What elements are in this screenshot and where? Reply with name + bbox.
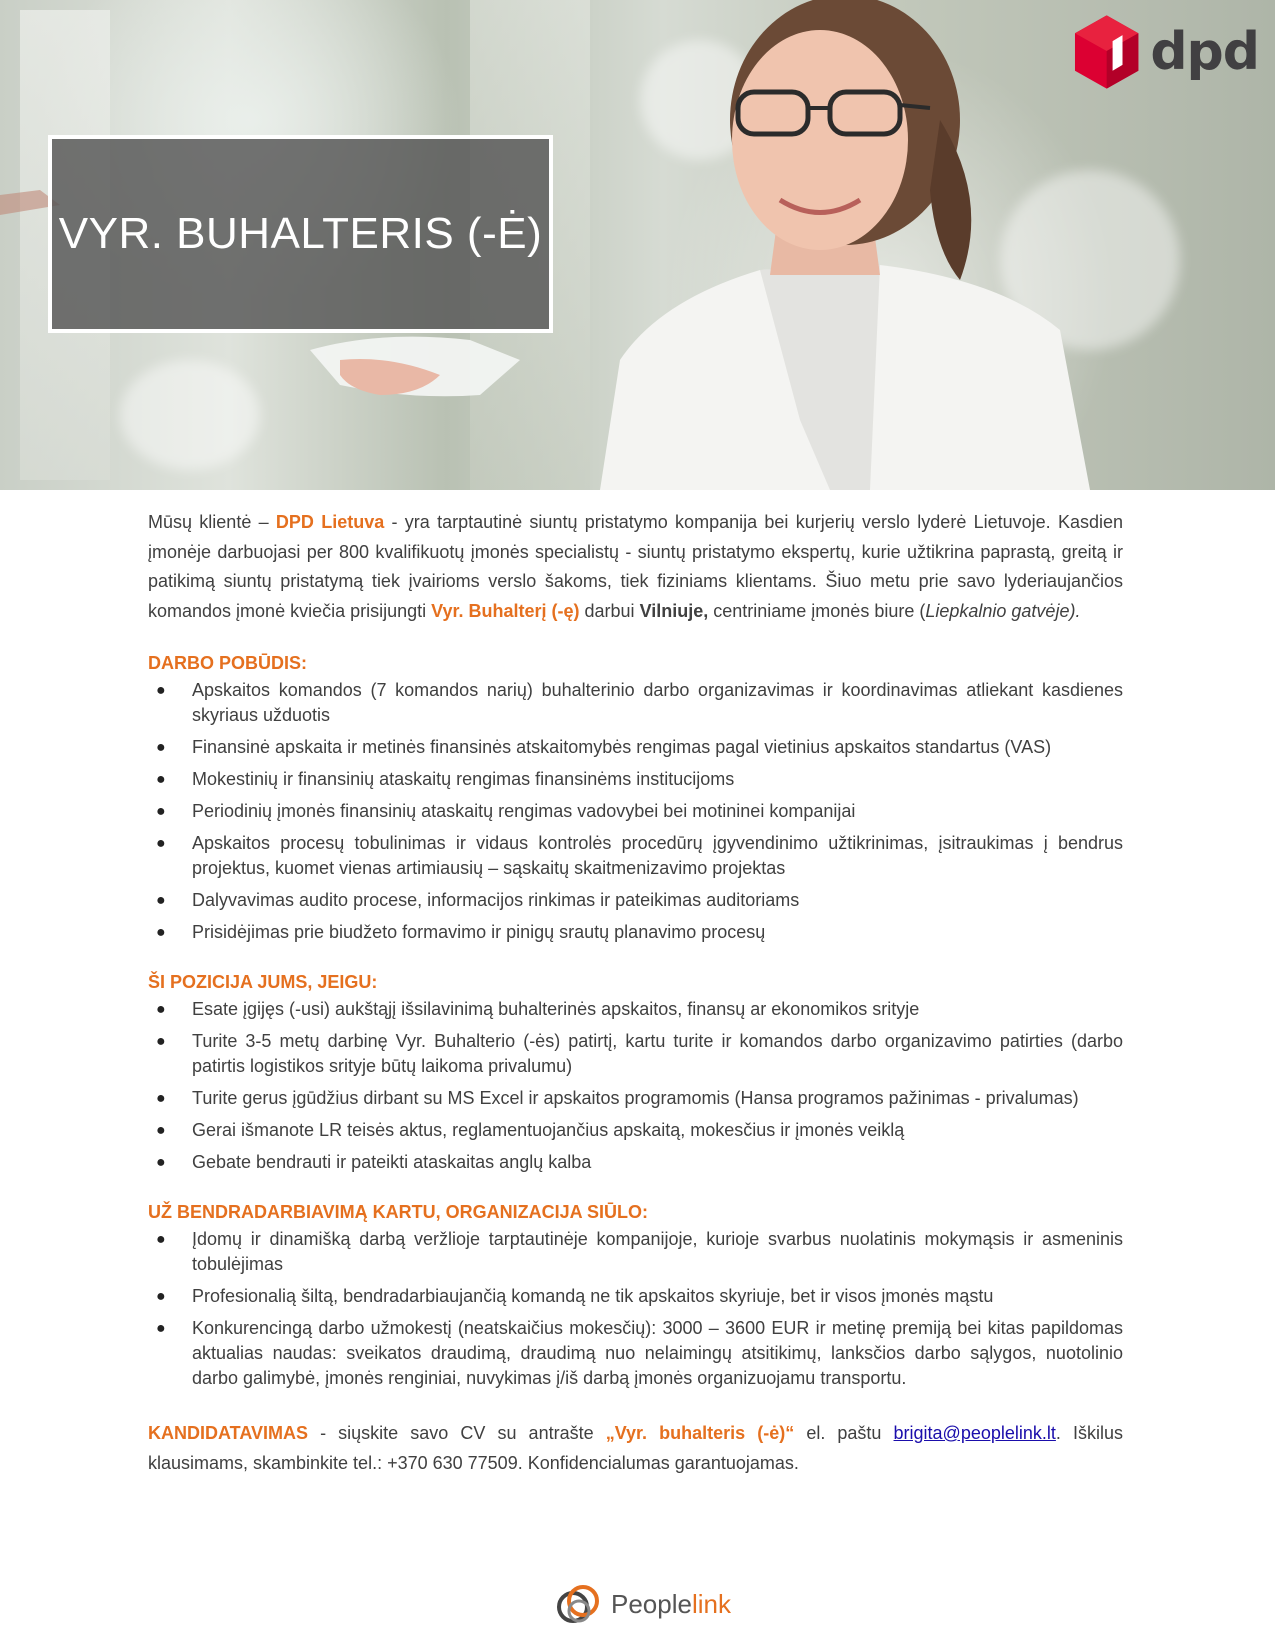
intro-text: centriniame įmonės biure (: [708, 600, 926, 621]
list-item: ● Dalyvavimas audito procese, informacijos rinkimas ir pateikimas auditoriams: [156, 890, 800, 910]
intro-text: darbui: [579, 600, 640, 621]
list-item: ● Konkurencingą darbo užmokestį (neatskaičius mokesčių): 3000 – 3600 EUR ir metinę premiją bei kitas papildomas aktualias naudas: sveikatos draudimą, draudimą nuo nelaimingų atsitikimų, lanksčios darbo sąlygos, nuotolinio darbo galimybė, įmonės renginiai, nuvykimas į/iš darbą įmonės organizuojamu transportu.: [156, 1318, 1123, 1388]
application-info: KANDIDATAVIMAS - siųskite savo CV su antrašte „Vyr. buhalteris (-ė)“ el. paštu brigita@peoplelink.lt. Iškilus klausimams, skambinkite tel.: +370 630 77509. Konfidencialumas garantuojamas.: [148, 1423, 1124, 1473]
offer-list: [148, 1227, 1123, 1391]
street-name: Liepkalnio gatvėje).: [925, 600, 1081, 621]
section-duties: [148, 651, 1123, 945]
main-content: [148, 508, 1123, 1478]
list-item: ● Turite 3-5 metų darbinę Vyr. Buhalterio (-ės) patirtį, kartu turite ir komandos darbo organizavimo patirties (darbo patirtis logistikos srityje būtų laikoma privalumu): [156, 1031, 1123, 1076]
section-offer: [148, 1200, 1123, 1391]
list-item: ● Prisidėjimas prie biudžeto formavimo ir pinigų srautų planavimo procesų: [156, 922, 766, 942]
list-item: ● Mokestinių ir finansinių ataskaitų rengimas finansinėms institucijoms: [156, 769, 735, 789]
list-item: ● Finansinė apskaita ir metinės finansinės atskaitomybės rengimas pagal vietinius apskaitos standartus (VAS): [156, 737, 1052, 757]
email-link[interactable]: brigita@peoplelink.lt: [893, 1423, 1056, 1443]
list-item: ● Turite gerus įgūdžius dirbant su MS Excel ir apskaitos programomis (Hansa programos pažinimas - privalumas): [156, 1088, 1079, 1108]
company-name: DPD Lietuva: [275, 512, 385, 532]
duties-list: [148, 678, 1123, 945]
dpd-logo: [1073, 12, 1259, 92]
intro-text: Mūsų klientė –: [148, 512, 276, 532]
dpd-cube-icon: [1073, 13, 1140, 91]
dpd-logo-text: dpd: [1150, 22, 1259, 82]
intro-paragraph: [148, 508, 1123, 626]
list-item: ● Profesionalią šiltą, bendradarbiaujančią komandą ne tik apskaitos skyriuje, bet ir visos įmonės mąstu: [156, 1286, 994, 1306]
section-requirements: [148, 970, 1123, 1175]
city-name: Vilniuje,: [639, 600, 709, 621]
peoplelink-logo: [553, 1578, 753, 1630]
section-title: UŽ BENDRADARBIAVIMĄ KARTU, ORGANIZACIJA SIŪLO:: [148, 1202, 648, 1222]
job-title: VYR. BUHALTERIS (-Ė): [58, 209, 543, 258]
peoplelink-logo-text: Peoplelink: [611, 1588, 731, 1619]
hero-image: [0, 0, 1275, 490]
intro-text: - yra tarptautinė siuntų pristatymo kompanija bei kurjerių verslo lyderė Lietuvoje. Kasdien įmonėje darbuojasi per 800 kvalifikuotų įmonės specialistų - siuntų pristatymo ekspertų, kurie užtikrina paprastą, greitą ir patikimą siuntų pristatymą tiek įvairioms verslo šakoms, tiek fiziniams klientams. Šiuo metu prie savo lyderiaujančios komandos įmonė kviečia prisijungti: [148, 512, 1123, 621]
list-item: ● Esate įgijęs (-usi) aukštąjį išsilavinimą buhalterinės apskaitos, finansų ar ekonomikos srityje: [156, 999, 920, 1019]
list-item: ● Apskaitos procesų tobulinimas ir vidaus kontrolės procedūrų įgyvendinimo užtikrinimas, įsitraukimas į bendrus projektus, kuomet vienas artimiausių – sąskaitų skaitmenizavimo projektas: [156, 833, 1123, 878]
list-item: ● Įdomų ir dinamišką darbą veržlioje tarptautinėje kompanijoje, kurioje svarbus nuolatinis mokymąsis ir asmeninis tobulėjimas: [156, 1229, 1123, 1274]
email-subject: „Vyr. buhalteris (-ė)“: [605, 1423, 795, 1443]
list-item: ● Apskaitos komandos (7 komandos narių) buhalterinio darbo organizavimas ir koordinavimas atliekant kasdienes skyriaus užduotis: [156, 680, 1123, 725]
section-title: DARBO POBŪDIS:: [148, 653, 308, 673]
peoplelink-rings-icon: [553, 1579, 603, 1629]
list-item: ● Periodinių įmonės finansinių ataskaitų rengimas vadovybei bei motininei kompanijai: [156, 801, 856, 821]
application-label: KANDIDATAVIMAS: [148, 1423, 308, 1443]
requirements-list: [148, 997, 1123, 1175]
section-title: ŠI POZICIJA JUMS, JEIGU:: [148, 972, 378, 992]
list-item: ● Gebate bendrauti ir pateikti ataskaitas anglų kalba: [156, 1152, 592, 1172]
position-name: Vyr. Buhalterį (-ę): [431, 600, 580, 621]
job-title-box: [48, 135, 553, 333]
list-item: ● Gerai išmanote LR teisės aktus, reglamentuojančius apskaitą, mokesčius ir įmonės veiklą: [156, 1120, 905, 1140]
